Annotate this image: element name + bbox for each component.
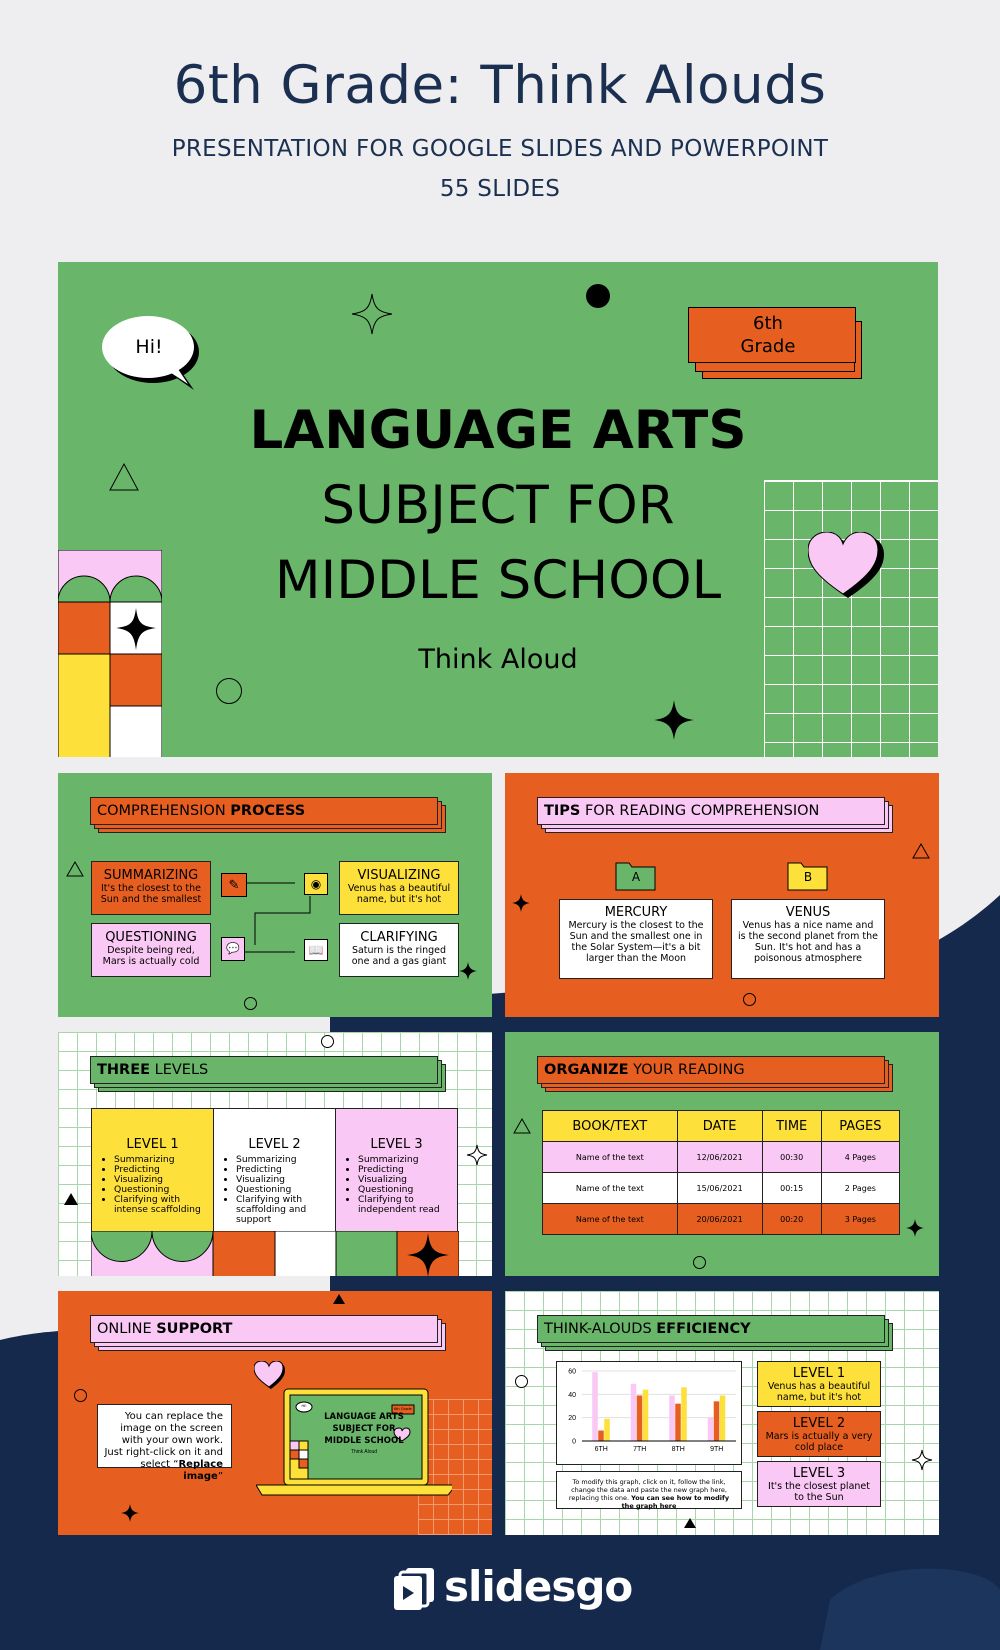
brand-name: slidesgo [444, 1562, 633, 1611]
table-row [543, 1204, 900, 1235]
summarizing-box: SUMMARIZING It's the closest to the Sun and the smallest [91, 861, 211, 915]
efficiency-chart [556, 1361, 742, 1465]
list-item: • Predicting [358, 1165, 457, 1175]
sparkle-icon [905, 1218, 925, 1238]
table-cell: Name of the text [543, 1173, 678, 1204]
table-cell: 20/06/2021 [677, 1204, 762, 1235]
table-cell: 12/06/2021 [677, 1142, 762, 1173]
y-tick-label: 0 [572, 1438, 576, 1446]
chart-bar [675, 1404, 681, 1441]
triangle-outline-icon [912, 843, 930, 859]
eff-level1: LEVEL 1 Venus has a beautiful name, but it's hot [757, 1361, 881, 1407]
table-cell: 3 Pages [821, 1204, 899, 1235]
chart-bar [708, 1418, 714, 1441]
table-cell: 00:30 [762, 1142, 821, 1173]
visualizing-box: VISUALIZING Venus has a beautiful name, but it's hot [339, 861, 459, 915]
table-cell: 15/06/2021 [677, 1173, 762, 1204]
mini-badge: 6th Grade [394, 1406, 412, 1411]
book-icon: 📖 [304, 939, 328, 961]
folder-a-label: A [631, 870, 641, 884]
x-tick-label: 6TH [594, 1446, 608, 1453]
chat-icon: 💬 [221, 937, 245, 961]
replace-image-note: You can replace the image on the screen with your own work. Just right-click on it and select “Replace image” [97, 1404, 232, 1468]
heart-icon [808, 532, 884, 604]
level1-column: LEVEL 1 • Summarizing • Predicting • Visualizing • Questioning • Clarifying with intense scaffolding [91, 1108, 214, 1232]
triangle-icon [332, 1293, 346, 1305]
cover-slide[interactable] [58, 262, 938, 757]
questioning-box: QUESTIONING Despite being red, Mars is actually cold [91, 923, 211, 977]
pencil-icon: ✎ [221, 873, 247, 897]
venus-card: VENUS Venus has a nice name and is the second planet from the Sun. It's hot and has a poisonous atmosphere [731, 899, 885, 979]
slides-count: 55 SLIDES [439, 176, 561, 202]
list-item: • Visualizing [358, 1175, 457, 1185]
efficiency-slide[interactable]: THINK-ALOUDS EFFICIENCY 0 20 40 60 6TH 7TH 8TH 9TH To modify this graph, click on it, follow the link, change the data and paste the new graph here, replacing this one. You can see how to modify the graph here LEVEL 1 Venus has a beautiful name, but it's hot LEVEL 2 Mars is actually a very cold place LEVEL 3 It's the closest planet to the Sun [505, 1291, 939, 1535]
table-cell: 2 Pages [821, 1173, 899, 1204]
sparkle-icon [511, 893, 531, 913]
eye-icon: ◉ [304, 873, 328, 895]
chart-note: To modify this graph, click on it, follow the link, change the data and paste the new graph here, replacing this one. You can see how to modify the graph here [556, 1471, 742, 1509]
online-slide[interactable]: ONLINE SUPPORT You can replace the image on the screen with your own work. Just right-click on it and select “Replace image” Hi! 6th Grade LANGUAGE ARTS SUBJECT FOR MIDDLE SCHOOL Think Aloud [58, 1291, 492, 1535]
list-item: • Summarizing [236, 1155, 335, 1165]
chart-bar [631, 1384, 637, 1441]
slidesgo-logo-icon [392, 1566, 438, 1612]
cover-title-line2: SUBJECT FOR [321, 475, 675, 536]
table-header: BOOK/TEXT [543, 1111, 678, 1142]
clarifying-box: CLARIFYING Saturn is the ringed one and a gas giant [339, 923, 459, 977]
level3-column: LEVEL 3 • Summarizing • Predicting • Visualizing • Questioning • Clarifying to independent read [335, 1108, 458, 1232]
dot-icon [586, 284, 610, 308]
sparkle-icon [120, 1503, 140, 1523]
mini-cover-sub: Think Aloud [350, 1449, 378, 1455]
x-tick-label: 8TH [671, 1446, 685, 1453]
table-row [543, 1142, 900, 1173]
sparkle-icon [652, 698, 696, 742]
grade-badge-text: 6th Grade [740, 313, 796, 357]
sparkle-outline-icon [911, 1449, 933, 1471]
level-blocks [91, 1231, 459, 1276]
sparkle-outline-icon [466, 1144, 488, 1166]
triangle-outline-icon [66, 861, 84, 877]
list-item: • Summarizing [358, 1155, 457, 1165]
circle-outline-icon [321, 1035, 334, 1048]
table-cell: 4 Pages [821, 1142, 899, 1173]
circle-outline-icon [743, 993, 756, 1006]
table-header: TIME [762, 1111, 821, 1142]
table-header: PAGES [821, 1111, 899, 1142]
triangle-icon [63, 1192, 79, 1206]
y-tick-label: 60 [568, 1368, 576, 1376]
chart-bar [637, 1396, 643, 1442]
circle-outline-icon [74, 1389, 87, 1402]
folder-b-label: B [803, 870, 813, 884]
list-item: • Visualizing [236, 1175, 335, 1185]
x-tick-label: 9TH [710, 1446, 724, 1453]
x-tick-label: 7TH [633, 1446, 647, 1453]
chart-bar [669, 1396, 675, 1442]
table-row [543, 1173, 900, 1204]
chart-bar [598, 1431, 604, 1442]
circle-outline-icon [216, 678, 242, 704]
chart-bar [643, 1390, 649, 1441]
mercury-card: MERCURY Mercury is the closest to the Sun and the smallest one in the Solar System—it's a bit larger than the Moon [559, 899, 713, 979]
sparkle-outline-icon [350, 292, 394, 336]
table-cell: 00:20 [762, 1204, 821, 1235]
eff-level3: LEVEL 3 It's the closest planet to the Sun [757, 1461, 881, 1507]
chart-bar [681, 1387, 687, 1441]
sparkle-icon [458, 961, 478, 981]
page-title: 6th Grade: Think Alouds [173, 55, 827, 116]
y-tick-label: 20 [568, 1415, 576, 1423]
level3-list [346, 1155, 457, 1215]
page-subtitle: PRESENTATION FOR GOOGLE SLIDES AND POWERPOINT [171, 136, 829, 162]
list-item: • Questioning [114, 1185, 213, 1195]
reading-table [542, 1110, 900, 1235]
y-tick-label: 40 [568, 1391, 576, 1399]
tips-slide[interactable]: TIPS FOR READING COMPREHENSION A B MERCURY Mercury is the closest to the Sun and the smallest one in the Solar System—it's a bit larger than the Moon VENUS Venus has a nice name and is the second planet from the Sun. It's hot and has a poisonous atmosphere [505, 773, 939, 1017]
eff-level2: LEVEL 2 Mars is actually a very cold place [757, 1411, 881, 1457]
list-item: • Clarifying with scaffolding and support [236, 1195, 335, 1225]
speech-bubble-text: Hi! [135, 336, 163, 358]
level2-list [224, 1155, 335, 1225]
triangle-icon [683, 1517, 697, 1529]
comprehension-slide[interactable]: COMPREHENSION PROCESS SUMMARIZING It's the closest to the Sun and the smallest VISUALIZING Venus has a beautiful name, but it's hot QUESTIONING Despite being red, Mars is actually cold CLARIFYING Saturn is the ringed one and a gas giant ✎ ◉ 💬 📖 [58, 773, 492, 1017]
table-cell: Name of the text [543, 1204, 678, 1235]
grid-decoration [764, 480, 938, 757]
table-cell: 00:15 [762, 1173, 821, 1204]
table-cell: Name of the text [543, 1142, 678, 1173]
organize-slide[interactable]: ORGANIZE YOUR READING BOOK/TEXT DATE TIME PAGES Name of the text 12/06/2021 00:30 4 Pages Name of the text 15/06/2021 00:15 2 Pages Name of the text 20/06/2021 00:20 3 Pages [505, 1032, 939, 1276]
cover-title-line1: LANGUAGE ARTS [249, 400, 747, 461]
table-header: DATE [677, 1111, 762, 1142]
levels-slide[interactable]: THREE LEVELS LEVEL 1 • Summarizing • Predicting • Visualizing • Questioning • Clarifying with intense scaffolding LEVEL 2 • Summarizing • Predicting • Visualizing • Questioning • Clarifying with scaffolding and support LEVEL 3 • Summarizing • Predicting • Visualizing • Questioning • Clarifying to independent read [58, 1032, 492, 1276]
chart-bar [720, 1396, 726, 1442]
block-pattern [58, 550, 162, 757]
circle-outline-icon [515, 1375, 528, 1388]
heart-icon [254, 1361, 286, 1391]
grade-badge [688, 307, 848, 367]
list-item: • Predicting [114, 1165, 213, 1175]
level2-column: LEVEL 2 • Summarizing • Predicting • Visualizing • Questioning • Clarifying with scaffolding and support [213, 1108, 336, 1232]
chart-bar [592, 1372, 598, 1441]
triangle-outline-icon [513, 1118, 531, 1134]
list-item: • Visualizing [114, 1175, 213, 1185]
chart-bar [714, 1401, 720, 1441]
chart-bar [604, 1419, 610, 1441]
list-item: • Summarizing [114, 1155, 213, 1165]
cover-subtitle: Think Aloud [418, 644, 578, 675]
list-item: • Clarifying with intense scaffolding [114, 1195, 213, 1215]
list-item: • Questioning [236, 1185, 335, 1195]
circle-outline-icon [693, 1256, 706, 1269]
mini-cover-title: LANGUAGE ARTS SUBJECT FOR MIDDLE SCHOOL [324, 1412, 404, 1446]
list-item: • Questioning [358, 1185, 457, 1195]
list-item: • Clarifying to independent read [358, 1195, 457, 1215]
cover-title-line3: MIDDLE SCHOOL [274, 550, 722, 611]
circle-outline-icon [244, 997, 257, 1010]
level1-list [102, 1155, 213, 1215]
list-item: • Predicting [236, 1165, 335, 1175]
mini-hi: Hi! [301, 1403, 307, 1408]
